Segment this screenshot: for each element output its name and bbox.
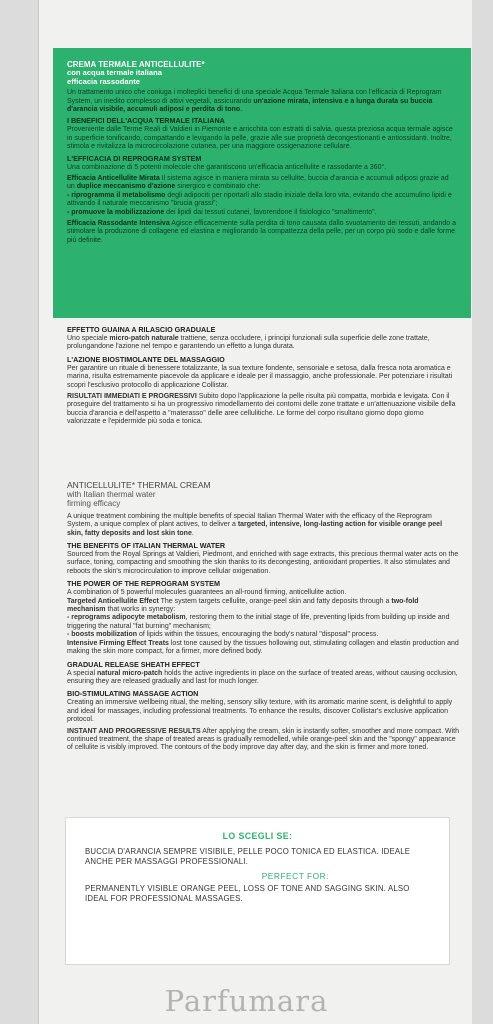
heading-sheath: GRADUAL RELEASE SHEATH EFFECT (67, 659, 200, 669)
bullet-boosts-text: of lipids within the tissues, encouraging the body's natural "disposal" process. (137, 631, 379, 639)
intro-it (67, 89, 457, 114)
heading-guaina: EFFETTO GUAINA A RILASCIO GRADUALE (67, 325, 216, 334)
mirata-bold: duplice meccanismo d'azione (76, 183, 176, 191)
paragraph-benefici: Proveniente dalle Terme Reali di Valdieri in Piemonte e arricchita con estratti di salvia, questa preziosa acqua termale agisce in superficie tonificando, compattando e levigando la pelle, grazie alle sue proprietà decongestionanti e antiossidanti. Inoltre, stimola e rivitalizza la microcircolazione cutanea, per una maggiore ossigenazione cellulare. (67, 126, 453, 151)
english-description (67, 480, 459, 756)
paragraph-efficacia: Una combinazione di 5 potenti molecole che garantiscono un'efficacia anticellulite e rassodante a 360°. (67, 163, 387, 171)
results-text: After applying the cream, skin is instantly softer, smoother and more compact. With continued treatment, the shape of treated areas is gradually remodelled, while orange-peel skin and the "spongy" appearance of cellulite is visibly improved. The contours of the body improve day after day, and the skin is firmer and more toned. (67, 727, 460, 752)
paragraph-massaggio: Per garantire un rituale di benessere totalizzante, la sua texture fondente, sensoriale e setosa, dalla fresca nota aromatica e marina, risulta estremamente piacevole da applicare e ideale per il massaggio, anche professionale. Per potenziare i risultati scopri l'esclusivo protocollo di applicazione Collistar. (67, 364, 453, 389)
mirata-text-a: Il sistema agisce in maniera mirata su cellulite, buccia d'arancia e accumuli adiposi grazie ad un (67, 175, 449, 191)
paragraph-power (67, 589, 459, 656)
watermark-text: Parfumara (164, 984, 329, 1018)
bullet-reprograms-label: - reprograms adipocyte metabolism (67, 614, 186, 622)
paragraph-risultati (67, 393, 459, 427)
power-text: A combination of 5 powerful molecules guarantees an all-round firming, anticellulite action. (67, 589, 347, 597)
choose-text-it: BUCCIA D'ARANCIA SEMPRE VISIBILE, PELLE POCO TONICA ED ELASTICA. IDEALE ANCHE PER MASSAGGI PROFESSIONALI. (85, 847, 411, 867)
intro-it-bold: un'azione mirata, intensiva e a lunga durata su buccia d'arancia visibile, accumuli adiposi e perdita di tono (67, 97, 433, 113)
paragraph-benefits: Sourced from the Royal Springs at Valdieri, Piedmont, and enriched with sage extracts, this precious thermal water acts on the surface, toning, compacting and smoothing the skin thanks to its decongesting, antioxidant properties. It also stimulates and reboots the skin's microcirculation to improve cellular oxigenation. (67, 551, 459, 575)
italian-description-green-panel (53, 48, 471, 318)
choose-header-en: PERFECT FOR: (261, 870, 329, 881)
intensiva-label: Efficacia Rassodante Intensiva (67, 220, 170, 228)
bullet-mobilizzazione-label: - promuove la mobilizzazione (67, 208, 165, 216)
product-subtitle-en-1: with Italian thermal water (67, 490, 156, 499)
bullet-riprogramma-label: - riprogramma il metabolismo (67, 191, 166, 199)
intro-en-text: A unique treatment combining the multiple benefits of special Italian Thermal Water with the efficacy of the Reprogram System, a unique complex of plant actives, to deliver a (67, 512, 432, 529)
paragraph-results (67, 728, 459, 753)
bullet-boosts-label: - boosts mobilization (67, 631, 137, 639)
intensiva-text: Agisce efficacemente sulla perdita di tono causata dallo svuotamento dei tessuti, andando a stimolare la produzione di collagene ed elastina e migliorando la compattezza della pelle, per un corpo più sodo e dalle forme più definite. (67, 220, 456, 244)
targeted-bold: two-fold mechanism (67, 597, 419, 614)
sheath-text-a: A special (67, 669, 97, 677)
intro-it-text: Un trattamento unico che coniuga i molteplici benefici di una speciale Acqua Termale Italiana con l'efficacia di Reprogram System, un inedito complesso di attivi vegetali, assicurando (67, 89, 442, 105)
italian-description-continued (67, 322, 459, 430)
product-subtitle-it-1: con acqua termale italiana (67, 68, 162, 77)
heading-power: THE POWER OF THE REPROGRAM SYSTEM (67, 579, 220, 589)
risultati-label: RISULTATI IMMEDIATI E PROGRESSIVI (67, 393, 197, 401)
choose-header-it: LO SCEGLI SE: (222, 831, 293, 841)
risultati-text: Subito dopo l'applicazione la pelle risulta più compatta, morbida e levigata. Con il proseguire del trattamento si ha un progressivo rimodellamento dei contorni delle zone trattate e un'attenuazione visibile della buccia d'arancia e dell'aspetto a "materasso" delle aree cellulitiche. Le forme del corpo risultano giorno dopo giorno valorizzate e l'epidermide più soda e tonica. (67, 393, 456, 426)
product-title-en: ANTICELLULITE* THERMAL CREAM (67, 480, 211, 490)
paragraph-mirata (67, 175, 457, 217)
paragraph-massage: Creating an immersive wellbeing ritual, the melting, sensory silky texture, with its aromatic marine scent, is delightful to apply and ideal for massages, including professional treatments. To enhance the results, discover Collistar's exclusive application protocol. (67, 699, 453, 724)
bullet-riprogramma-text: degli adipociti per riportarli allo stadio iniziale della loro vita, evitando che accumulino lipidi e attivando il naturale meccanismo "brucia grassi"; (67, 191, 452, 208)
paragraph-sheath (67, 670, 459, 687)
choose-if-box (65, 817, 450, 965)
choose-text-en: PERMANENTLY VISIBLE ORANGE PEEL, LOSS OF TONE AND SAGGING SKIN. ALSO IDEAL FOR PROFESSIONAL MASSAGES. (85, 883, 410, 904)
intro-en-bold: targeted, intensive, long-lasting action for visible orange peel skin, fatty deposits and lost skin tone (67, 521, 443, 537)
targeted-label: Targeted Anticellulite Effect (67, 597, 159, 605)
sheath-text-c: holds the active ingredients in place on the surface of treated areas, without causing occlusion, ensuring they are released gradually and last for much longer. (67, 669, 458, 685)
paragraph-intensiva (67, 220, 457, 245)
targeted-text-a: The system targets cellulite, orange-peel skin and fatty deposits through a (158, 597, 392, 605)
intro-it-end: . (240, 106, 243, 113)
product-subtitle-en-2: firming efficacy (67, 499, 121, 509)
targeted-text-c: that works in synergy: (105, 606, 176, 614)
results-label: INSTANT AND PROGRESSIVE RESULTS (67, 727, 201, 735)
firming-text: lost tone caused by the tissues hollowing out, stimulating collagen and elastin production and making the skin more compact, for a firmer, more defined body. (67, 639, 459, 656)
mirata-text-c: sinergico e combinato che: (175, 183, 261, 191)
firming-label: Intensive Firming Effect Treats (67, 639, 169, 647)
paragraph-guaina (67, 335, 459, 352)
guaina-bold: micro-patch naturale (109, 335, 179, 342)
intro-en-end: . (191, 529, 194, 537)
heading-massaggio: L'AZIONE BIOSTIMOLANTE DEL MASSAGGIO (67, 354, 225, 364)
heading-benefici: I BENEFICI DELL'ACQUA TERMALE ITALIANA (67, 116, 225, 126)
sheath-bold: natural micro-patch (96, 669, 163, 677)
mirata-label: Efficacia Anticellulite Mirata (67, 175, 160, 183)
bullet-mobilizzazione-text: dei lipidi dai tessuti cutanei, favorendone il fisiologico "smaltimento". (164, 208, 377, 216)
product-subtitle-it-2: efficacia rassodante (67, 76, 141, 86)
heading-massage: BIO-STIMULATING MASSAGE ACTION (67, 689, 199, 699)
heading-efficacia: L'EFFICACIA DI REPROGRAM SYSTEM (67, 153, 202, 163)
heading-benefits: THE BENEFITS OF ITALIAN THERMAL WATER (67, 541, 226, 551)
product-title-it: CREMA TERMALE ANTICELLULITE* (67, 60, 205, 69)
bullet-reprograms-text: , restoring them to the initial stage of life, preventing lipids from building up inside and triggering the natural "fat burning" mechanism; (67, 614, 450, 630)
guaina-text-a: Uno speciale (67, 335, 110, 342)
intro-en (67, 513, 459, 538)
guaina-text-c: trattiene, senza occludere, i principi funzionali sulla superficie delle zone trattate, prolungandone l'azione nel tempo e garantendo un effetto a lunga durata. (67, 335, 430, 351)
